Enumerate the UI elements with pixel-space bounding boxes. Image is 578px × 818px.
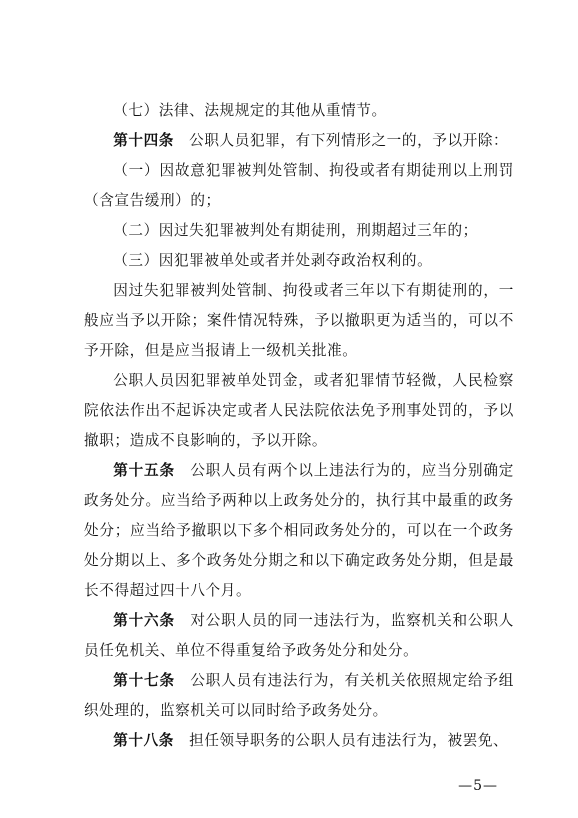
paragraph-1 [84, 96, 514, 126]
paragraph-7 [84, 366, 514, 456]
article-number: 第十六条 [113, 612, 175, 629]
paragraph-10 [84, 666, 514, 726]
paragraph-11 [84, 726, 514, 756]
paragraph-6 [84, 276, 514, 366]
article-number: 第十八条 [113, 732, 174, 749]
paragraph-text: 公职人员有两个以上违法行为的，应当分别确定政务处分。应当给予两种以上政务处分的，执行其中最重的政务处分；应当给予撤职以下多个相同政务处分的，可以在一个政务处分期以上、多个政务处分期之和以下确定政务处分期，但是最长不得超过四十八个月。 [84, 462, 514, 599]
paragraph-3 [84, 156, 514, 216]
article-number: 第十七条 [113, 672, 175, 689]
paragraph-5 [84, 246, 514, 276]
paragraph-text: 担任领导职务的公职人员有违法行为，被罢免、 [173, 732, 509, 749]
paragraph-text: （七）法律、法规规定的其他从重情节。 [113, 102, 387, 119]
paragraph-text: 公职人员因犯罪被单处罚金，或者犯罪情节轻微，人民检察院依法作出不起诉决定或者人民法院依法免予刑事处罚的，予以撤职；造成不良影响的，予以开除。 [84, 372, 514, 449]
paragraph-text: （二）因过失犯罪被判处有期徒刑，刑期超过三年的； [113, 222, 478, 239]
paragraph-text: 对公职人员的同一违法行为，监察机关和公职人员任免机关、单位不得重复给予政务处分和处分。 [84, 612, 514, 659]
paragraph-text: 公职人员犯罪，有下列情形之一的，予以开除： [173, 132, 509, 149]
paragraph-2 [84, 126, 514, 156]
paragraph-text: （三）因犯罪被单处或者并处剥夺政治权利的。 [113, 252, 433, 269]
paragraph-8 [84, 456, 514, 606]
article-number: 第十五条 [113, 462, 175, 479]
page-number: —5— [458, 778, 498, 794]
document-body [84, 96, 514, 756]
paragraph-text: 因过失犯罪被判处管制、拘役或者三年以下有期徒刑的，一般应当予以开除；案件情况特殊，予以撤职更为适当的，可以不予开除，但是应当报请上一级机关批准。 [84, 282, 514, 359]
paragraph-text: 公职人员有违法行为，有关机关依照规定给予组织处理的，监察机关可以同时给予政务处分。 [84, 672, 514, 719]
paragraph-9 [84, 606, 514, 666]
paragraph-text: （一）因故意犯罪被判处管制、拘役或者有期徒刑以上刑罚（含宣告缓刑）的； [84, 162, 514, 209]
article-number: 第十四条 [113, 132, 174, 149]
paragraph-4 [84, 216, 514, 246]
